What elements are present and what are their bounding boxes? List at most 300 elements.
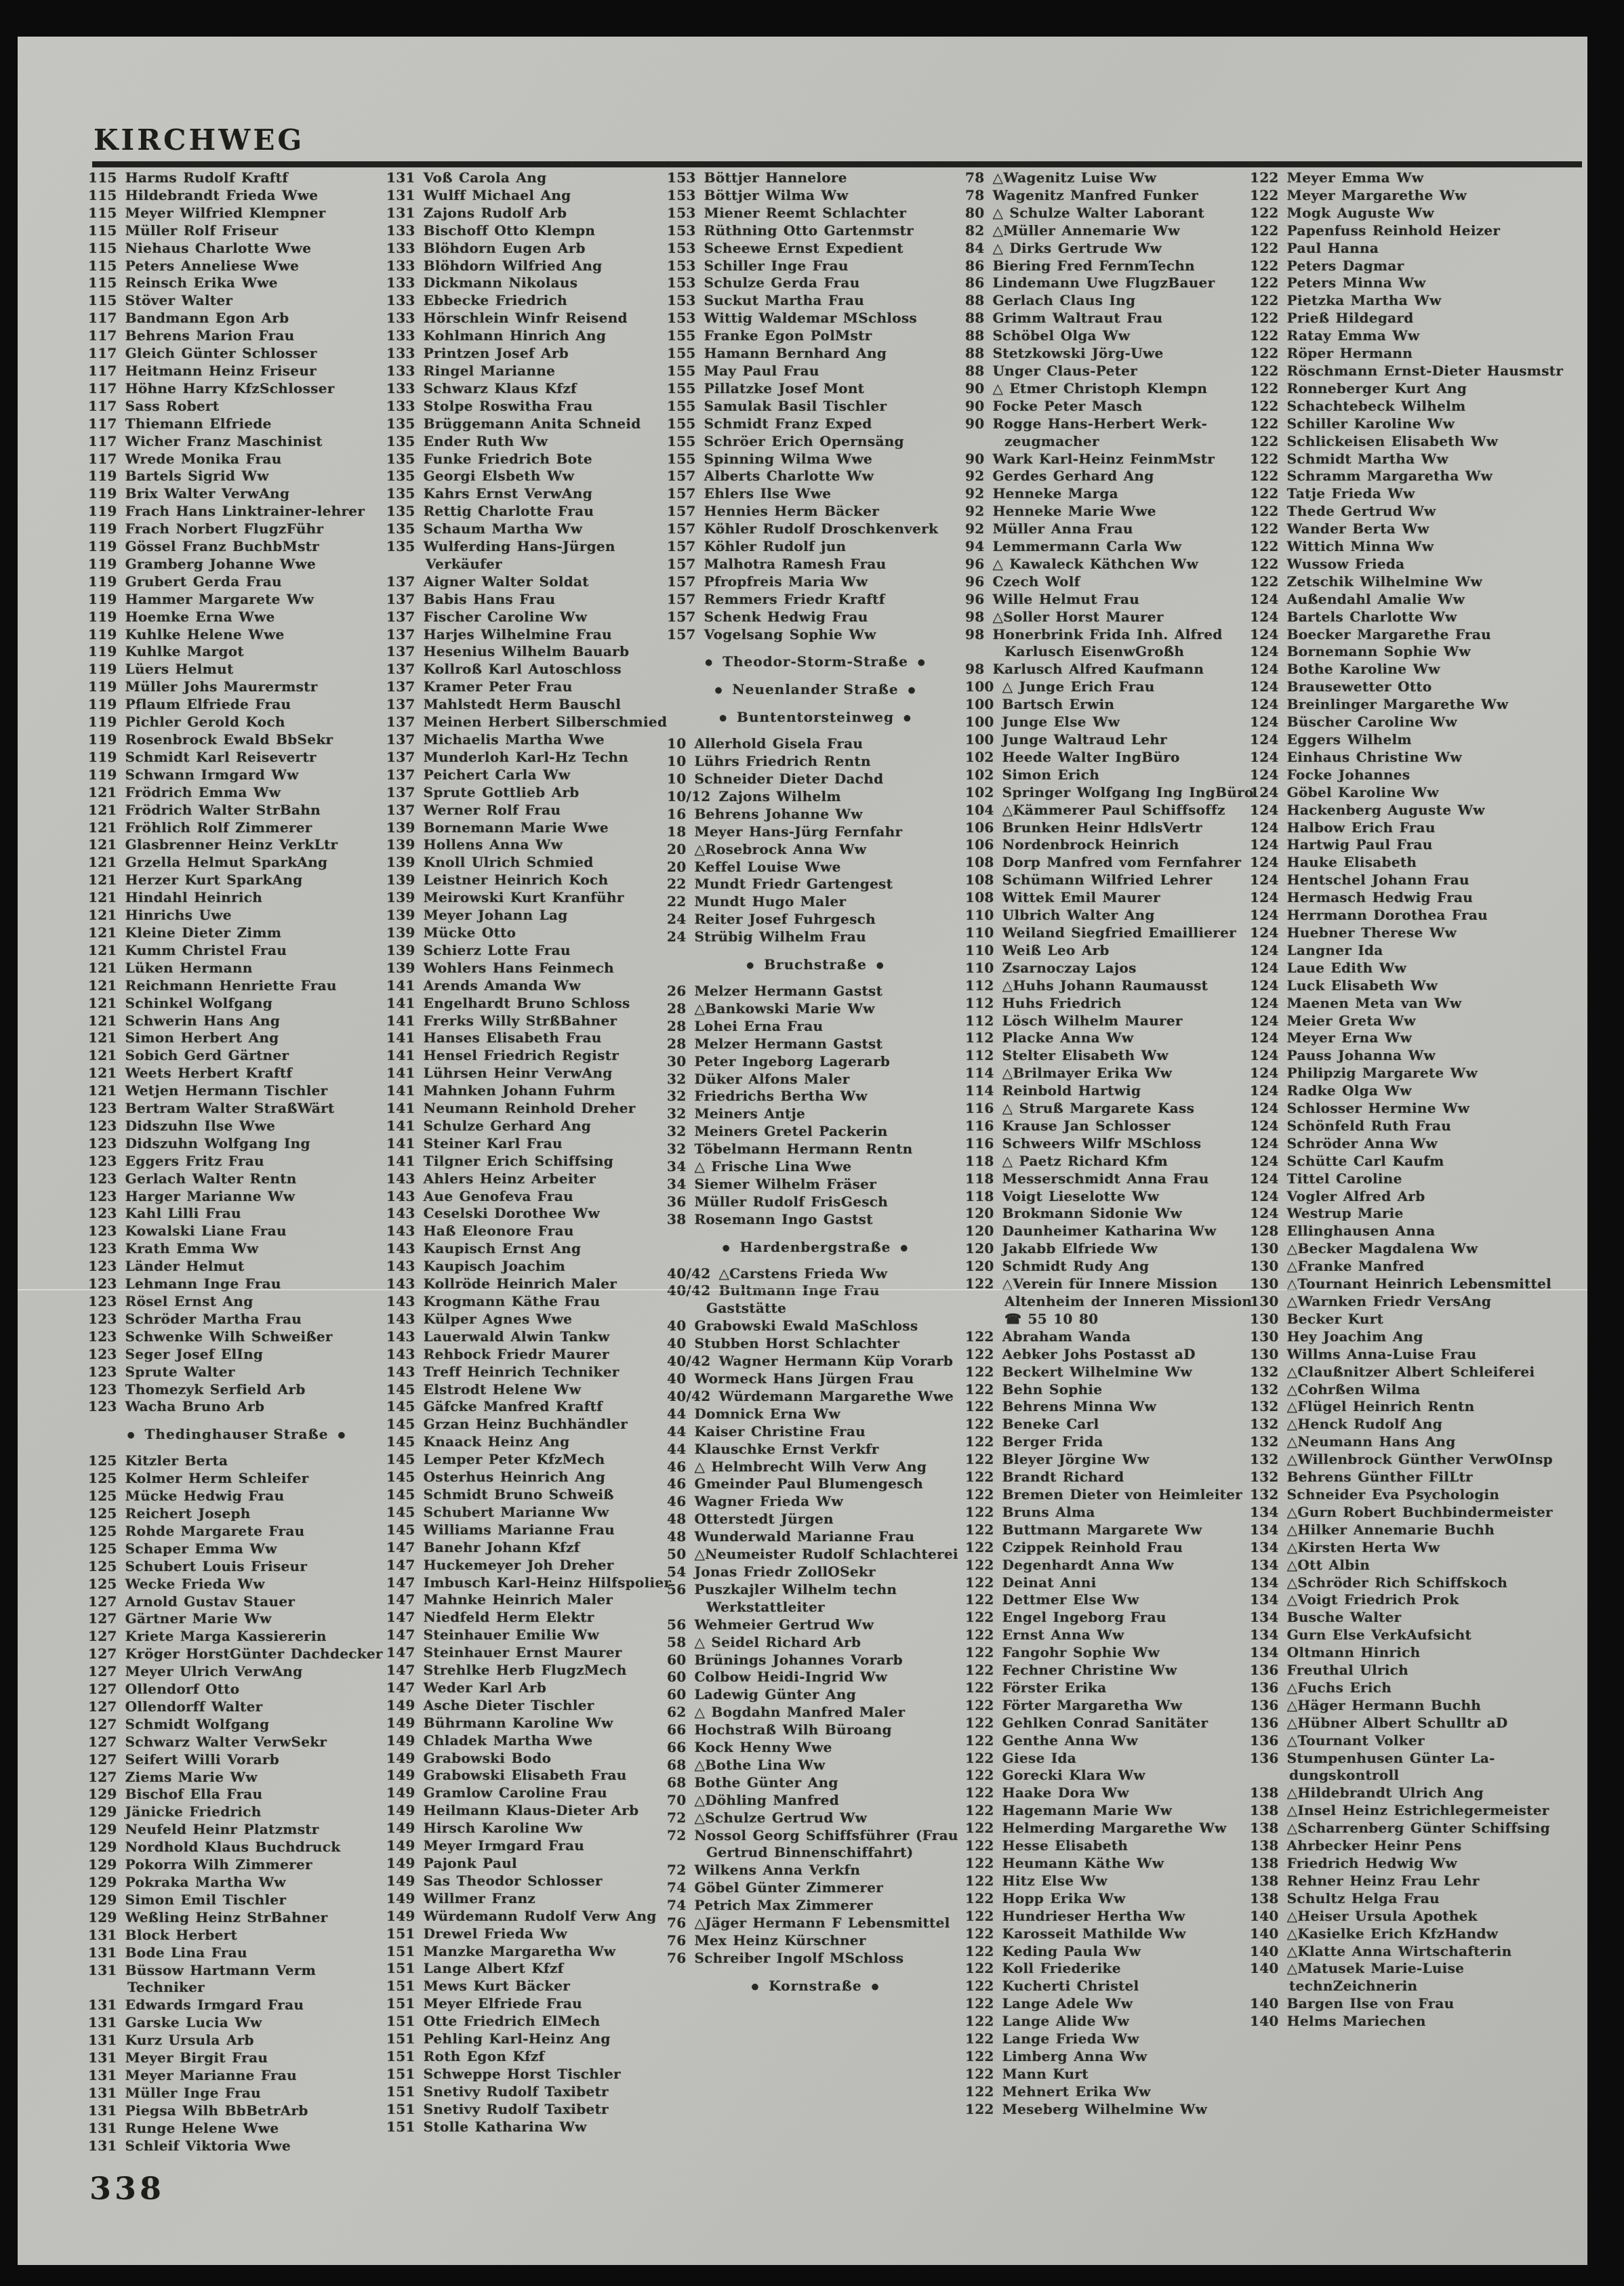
house-number: 151	[386, 1925, 415, 1942]
house-number: 124	[1250, 696, 1279, 713]
house-number: 119	[88, 731, 117, 748]
resident-text: Weiß Leo Arb	[1002, 941, 1110, 958]
resident-text: Harger Marianne Ww	[125, 1187, 296, 1204]
house-number: 125	[88, 1575, 117, 1592]
house-number: 124	[1250, 1170, 1279, 1187]
resident-text: Frach Hans Linktrainer-lehrer	[125, 503, 365, 520]
resident-text: Daunheimer Katharina Ww	[1002, 1223, 1217, 1240]
house-number: 122	[965, 1942, 994, 1959]
house-number: 124	[1250, 1065, 1279, 1082]
house-number: 123	[88, 1170, 117, 1187]
house-number: 123	[88, 1293, 117, 1309]
directory-entry	[386, 1504, 683, 1522]
directory-entry	[965, 609, 1262, 626]
directory-entry	[965, 1715, 1262, 1732]
directory-entry	[667, 205, 964, 222]
resident-text: Schöbel Olga Ww	[992, 327, 1131, 344]
house-number: 76	[667, 1915, 687, 1932]
directory-entry	[88, 1381, 385, 1399]
resident-text: Blöhdorn Wilfried Ang	[423, 257, 603, 274]
house-number: 133	[386, 274, 415, 291]
directory-entry	[88, 1047, 385, 1065]
house-number: 132	[1250, 1381, 1279, 1397]
house-number: 137	[386, 626, 415, 642]
directory-entry	[88, 1663, 385, 1681]
house-number: 133	[386, 380, 415, 396]
resident-text: Köhler Rudolf Droschkenverk	[704, 521, 939, 537]
house-number: 141	[386, 1100, 415, 1117]
directory-entry	[667, 911, 964, 928]
resident-text: Vogler Alfred Arb	[1286, 1187, 1425, 1204]
resident-text: Büscher Caroline Ww	[1286, 714, 1457, 731]
house-number: 104	[965, 801, 994, 818]
house-number: 140	[1250, 1995, 1279, 2012]
house-number: 122	[965, 2013, 994, 2030]
resident-text: Thede Gertrud Ww	[1286, 503, 1436, 520]
resident-text: Schinkel Wolfgang	[125, 994, 273, 1011]
house-number: 130	[1250, 1328, 1279, 1345]
resident-text: Meyer Margarethe Ww	[1286, 186, 1467, 203]
resident-text: Williams Marianne Frau	[423, 1521, 615, 1538]
house-number: 145	[386, 1503, 415, 1520]
house-number: 145	[386, 1381, 415, 1397]
resident-text: Bremen Dieter von Heimleiter	[1002, 1486, 1243, 1503]
directory-entry	[88, 1082, 385, 1100]
directory-entry	[667, 1053, 964, 1071]
resident-text: Freuthal Ulrich	[1286, 1662, 1408, 1679]
resident-text: Müller Johs Maurermstr	[125, 678, 318, 695]
house-number: 26	[667, 982, 687, 999]
resident-text: Jakabb Elfriede Ww	[1002, 1240, 1158, 1257]
resident-text: Niedfeld Herm Elektr	[423, 1609, 594, 1626]
house-number: 135	[386, 432, 415, 449]
resident-text: Becker Kurt	[1286, 1310, 1384, 1327]
directory-entry	[386, 1029, 683, 1047]
directory-entry	[1250, 995, 1568, 1013]
resident-text: Stetzkowski Jörg-Uwe	[992, 345, 1164, 362]
resident-text: Haake Dora Ww	[1002, 1784, 1129, 1801]
resident-text: Weiland Siegfried Emaillierer	[1002, 924, 1236, 941]
directory-entry	[386, 1750, 683, 1768]
directory-entry	[965, 1029, 1262, 1047]
house-number: 115	[88, 186, 117, 203]
directory-entry	[88, 1013, 385, 1030]
resident-text: Gurn Else VerkAufsicht	[1286, 1627, 1471, 1644]
resident-text: Bornemann Marie Wwe	[423, 819, 609, 836]
resident-text: Grabowski Bodo	[423, 1749, 552, 1766]
resident-text: Schwerin Hans Ang	[125, 1012, 281, 1029]
resident-text: Büssow Hartmann Verm Techniker	[125, 1961, 317, 1996]
bullet-icon: ●	[705, 657, 714, 668]
resident-text: △Kirsten Herta Ww	[1286, 1538, 1440, 1555]
directory-entry	[1250, 521, 1568, 538]
directory-entry	[386, 731, 683, 749]
resident-text: △Jäger Hermann F Lebensmittel	[694, 1915, 950, 1932]
house-number: 149	[386, 1784, 415, 1801]
directory-entry	[965, 1890, 1262, 1908]
resident-text: Lindemann Uwe FlugzBauer	[992, 274, 1215, 291]
resident-text: △Bothe Lina Ww	[694, 1756, 826, 1773]
directory-entry	[965, 678, 1262, 696]
directory-entry	[965, 819, 1262, 837]
house-number: 124	[1250, 748, 1279, 765]
directory-entry	[1250, 398, 1568, 415]
directory-entry	[88, 327, 385, 345]
directory-entry	[88, 626, 385, 644]
house-number: 140	[1250, 1907, 1279, 1924]
resident-text: Schulze Gerhard Ang	[423, 1117, 592, 1134]
house-number: 46	[667, 1458, 687, 1475]
directory-entry	[965, 1013, 1262, 1030]
directory-entry	[1250, 1416, 1568, 1433]
resident-text: Bandmann Egon Arb	[125, 310, 289, 327]
house-number: 108	[965, 872, 994, 889]
resident-text: Bode Lina Frau	[125, 1944, 247, 1961]
house-number: 124	[1250, 924, 1279, 941]
house-number: 121	[88, 854, 117, 871]
resident-text: Meiners Antje	[694, 1105, 806, 1122]
scan-artifact-line	[18, 1289, 1587, 1290]
directory-entry	[386, 643, 683, 661]
house-number: 122	[965, 1381, 994, 1397]
house-number: 117	[88, 450, 117, 467]
resident-text: Meseberg Wilhelmine Ww	[1002, 2100, 1208, 2117]
resident-text: △ Struß Margarete Kass	[1002, 1100, 1195, 1117]
directory-entry	[667, 859, 964, 876]
directory-entry	[1250, 942, 1568, 960]
directory-entry	[88, 889, 385, 907]
resident-text: △ Etmer Christoph Klempn	[992, 380, 1208, 396]
house-number: 94	[965, 538, 985, 555]
house-number: 121	[88, 783, 117, 800]
resident-text: Wark Karl-Heinz FeinmMstr	[992, 450, 1215, 467]
house-number: 151	[386, 2118, 415, 2135]
directory-entry	[965, 169, 1262, 187]
resident-text: △Flügel Heinrich Rentn	[1286, 1398, 1475, 1415]
resident-text: Beckert Wilhelmine Ww	[1002, 1363, 1192, 1380]
house-number: 116	[965, 1117, 994, 1134]
house-number: 155	[667, 432, 696, 449]
directory-entry	[667, 1141, 964, 1158]
house-number: 131	[88, 2032, 117, 2049]
resident-text: Wohlers Hans Feinmech	[423, 959, 614, 976]
directory-entry	[88, 1293, 385, 1311]
house-number: 151	[386, 2100, 415, 2117]
house-number: 122	[965, 1644, 994, 1661]
resident-text: Sass Robert	[125, 397, 220, 414]
directory-entry	[1250, 1398, 1568, 1416]
directory-entry	[386, 398, 683, 415]
directory-entry	[386, 1609, 683, 1627]
house-number: 123	[88, 1240, 117, 1257]
directory-entry	[88, 1558, 385, 1576]
resident-text: Simon Emil Tischler	[125, 1891, 287, 1908]
resident-text: Tatje Frieda Ww	[1286, 485, 1415, 502]
house-number: 124	[1250, 626, 1279, 642]
directory-entry	[965, 872, 1262, 889]
resident-text: Zajons Wilhelm	[718, 788, 841, 804]
house-number: 96	[965, 573, 985, 590]
house-number: 155	[667, 380, 696, 396]
directory-entry	[1250, 1293, 1568, 1311]
directory-entry	[386, 1978, 683, 1995]
house-number: 134	[1250, 1591, 1279, 1608]
resident-text: Kahrs Ernst VerwAng	[423, 485, 592, 502]
resident-text: Schröder Martha Frau	[125, 1310, 302, 1327]
resident-text: Peters Anneliese Wwe	[125, 257, 300, 274]
house-number: 155	[667, 415, 696, 432]
house-number: 121	[88, 994, 117, 1011]
house-number: 10/12	[667, 788, 711, 804]
house-number: 138	[1250, 1802, 1279, 1819]
resident-text: Didszuhn Wolfgang Ing	[125, 1135, 310, 1151]
house-number: 46	[667, 1493, 687, 1510]
directory-entry	[1250, 1679, 1568, 1697]
resident-text: Schleif Viktoria Wwe	[125, 2137, 291, 2154]
resident-text: Dettmer Else Ww	[1002, 1591, 1139, 1608]
directory-entry	[965, 292, 1262, 310]
directory-entry	[88, 802, 385, 819]
resident-text: Schröder Anna Ww	[1286, 1135, 1438, 1151]
resident-text: Czech Wolf	[992, 573, 1080, 590]
house-number: 155	[667, 362, 696, 379]
directory-entry	[386, 187, 683, 205]
resident-text: Grimm Waltraut Frau	[992, 310, 1163, 327]
directory-entry	[88, 1909, 385, 1927]
resident-text: Luck Elisabeth Ww	[1286, 977, 1438, 994]
resident-text: Biering Fred FernmTechn	[992, 257, 1195, 274]
directory-entry	[965, 854, 1262, 872]
directory-entry	[667, 1353, 964, 1370]
directory-entry	[1250, 222, 1568, 240]
resident-text: △Soller Horst Maurer	[992, 608, 1164, 625]
resident-text: Rogge Hans-Herbert Werkzeugmacher	[992, 415, 1207, 449]
directory-entry	[965, 2013, 1262, 2030]
house-number: 138	[1250, 1837, 1279, 1854]
resident-text: Schmidt Martha Ww	[1286, 450, 1448, 467]
house-number: 129	[88, 1909, 117, 1925]
house-number: 119	[88, 573, 117, 590]
resident-text: Halbow Erich Frau	[1286, 819, 1436, 836]
directory-entry	[667, 556, 964, 573]
resident-text: Schwann Irmgard Ww	[125, 766, 299, 783]
resident-text: Schwarz Klaus Kfzf	[423, 380, 577, 396]
house-number: 124	[1250, 1205, 1279, 1222]
directory-entry	[667, 1932, 964, 1950]
house-number: 133	[386, 222, 415, 239]
resident-text: Rosemann Ingo Gastst	[694, 1210, 873, 1227]
resident-text: Weder Karl Arb	[423, 1679, 547, 1696]
resident-text: Pokorra Wilh Zimmerer	[125, 1856, 312, 1873]
house-number: 122	[1250, 327, 1279, 344]
resident-text: Wicher Franz Maschinist	[125, 432, 323, 449]
house-number: 149	[386, 1767, 415, 1784]
resident-text: Wagner Frieda Ww	[694, 1493, 843, 1510]
resident-text: Lehmann Inge Frau	[125, 1275, 281, 1292]
resident-text: Nordhold Klaus Buchdruck	[125, 1839, 341, 1856]
house-number: 122	[965, 1345, 994, 1362]
house-number: 44	[667, 1405, 687, 1422]
resident-text: Gärtner Marie Ww	[125, 1610, 272, 1627]
house-number: 122	[965, 1855, 994, 1871]
resident-text: △Fuchs Erich	[1286, 1679, 1392, 1696]
house-number: 127	[88, 1698, 117, 1715]
resident-text: Wittich Minna Ww	[1286, 538, 1434, 555]
directory-entry	[667, 274, 964, 292]
house-number: 124	[1250, 1152, 1279, 1169]
resident-text: Block Herbert	[125, 1926, 238, 1943]
house-number: 122	[965, 1662, 994, 1679]
house-number: 123	[88, 1187, 117, 1204]
house-number: 155	[667, 345, 696, 362]
directory-entry	[1250, 1381, 1568, 1399]
resident-text: Behrens Marion Frau	[125, 327, 295, 344]
directory-entry	[88, 995, 385, 1013]
resident-text: Frödrich Walter StrBahn	[125, 801, 321, 818]
resident-text: Ahlers Heinz Arbeiter	[423, 1170, 596, 1187]
directory-entry	[965, 2101, 1262, 2119]
house-number: 119	[88, 503, 117, 520]
directory-entry	[667, 1318, 964, 1335]
resident-text: Düker Alfons Maler	[694, 1070, 850, 1087]
directory-entry	[1250, 1715, 1568, 1732]
resident-text: Paul Hanna	[1286, 239, 1379, 256]
house-number: 122	[1250, 555, 1279, 572]
resident-text: Ratay Emma Ww	[1286, 327, 1420, 344]
directory-entry	[965, 995, 1262, 1013]
resident-text: Schulze Gerda Frau	[704, 274, 860, 291]
directory-entry	[1250, 977, 1568, 995]
resident-text: Röper Hermann	[1286, 345, 1413, 362]
resident-text: Sprute Walter	[125, 1363, 235, 1380]
resident-text: Lange Adele Ww	[1002, 1995, 1133, 2012]
street-title: KIRCHWEG	[94, 123, 305, 157]
column-4	[965, 169, 1262, 2176]
house-number: 96	[965, 555, 985, 572]
resident-text: △Schulze Gertrud Ww	[694, 1809, 868, 1826]
house-number: 115	[88, 239, 117, 256]
house-number: 62	[667, 1704, 687, 1721]
resident-text: △Bankowski Marie Ww	[694, 1000, 875, 1017]
directory-entry	[667, 753, 964, 771]
house-number: 124	[1250, 1100, 1279, 1117]
directory-entry	[965, 836, 1262, 854]
resident-text: Brokmann Sidonie Ww	[1002, 1205, 1183, 1222]
resident-text: △Döhling Manfred	[694, 1791, 840, 1808]
directory-entry	[965, 1925, 1262, 1943]
directory-entry	[965, 767, 1262, 784]
house-number: 122	[965, 1451, 994, 1468]
house-number: 131	[88, 2049, 117, 2066]
directory-entry	[965, 1837, 1262, 1855]
directory-entry	[386, 591, 683, 609]
resident-text: Hartwig Paul Frau	[1286, 836, 1433, 853]
house-number: 115	[88, 222, 117, 239]
resident-text: Gössel Franz BuchbMstr	[125, 538, 320, 555]
house-number: 122	[965, 1591, 994, 1608]
directory-entry	[1250, 451, 1568, 468]
resident-text: Rohde Margarete Frau	[125, 1522, 305, 1539]
resident-text: Hesenius Wilhelm Bauarb	[423, 643, 630, 660]
house-number: 122	[965, 1925, 994, 1942]
directory-entry	[88, 1628, 385, 1646]
directory-entry	[386, 872, 683, 889]
resident-text: Höhne Harry KfzSchlosser	[125, 380, 335, 396]
resident-text: Hochstraß Wilh Büroang	[694, 1721, 892, 1738]
house-number: 127	[88, 1663, 117, 1680]
resident-text: Engelhardt Bruno Schloss	[423, 994, 630, 1011]
house-number: 112	[965, 1029, 994, 1046]
resident-text: Wagner Hermann Küp Vorarb	[718, 1353, 954, 1370]
directory-entry	[386, 1223, 683, 1240]
resident-text: Hey Joachim Ang	[1286, 1328, 1423, 1345]
house-number: 60	[667, 1669, 687, 1686]
resident-text: △Huhs Johann Raumausst	[1002, 977, 1209, 994]
house-number: 124	[1250, 1187, 1279, 1204]
house-number: 127	[88, 1715, 117, 1732]
directory-entry	[386, 1908, 683, 1925]
directory-entry	[965, 1135, 1262, 1153]
resident-text: Hanses Elisabeth Frau	[423, 1029, 602, 1046]
house-number: 123	[88, 1135, 117, 1151]
street-header	[667, 653, 964, 671]
resident-text: Meiners Gretel Packerin	[694, 1123, 888, 1140]
house-number: 119	[88, 555, 117, 572]
directory-entry	[667, 1774, 964, 1792]
directory-entry	[386, 327, 683, 345]
directory-entry	[386, 1346, 683, 1364]
directory-entry	[386, 2066, 683, 2083]
directory-entry	[965, 1047, 1262, 1065]
house-number: 123	[88, 1152, 117, 1169]
resident-text: Sobich Gerd Gärtner	[125, 1047, 289, 1064]
directory-entry	[1250, 731, 1568, 749]
resident-text: Limberg Anna Ww	[1002, 2047, 1148, 2064]
resident-text: Kaiser Christine Frau	[694, 1423, 866, 1440]
resident-text: Ollendorff Walter	[125, 1698, 263, 1715]
resident-text: △Willenbrock Günther VerwOInsp	[1286, 1451, 1553, 1468]
directory-entry	[667, 735, 964, 753]
resident-text: Wittig Waldemar MSchloss	[704, 310, 917, 327]
resident-text: Imbusch Karl-Heinz Hilfspolier	[423, 1574, 672, 1591]
house-number: 122	[965, 1802, 994, 1819]
resident-text: Abraham Wanda	[1002, 1328, 1131, 1345]
resident-text: Mücke Otto	[423, 924, 516, 941]
directory-entry	[667, 788, 964, 806]
house-number: 132	[1250, 1416, 1279, 1433]
house-number: 122	[1250, 239, 1279, 256]
page-number: 338	[89, 2170, 165, 2207]
house-number: 114	[965, 1082, 994, 1099]
directory-entry	[386, 2101, 683, 2119]
street-name: Neuenlander Straße	[732, 681, 899, 698]
resident-text: Gorecki Klara Ww	[1002, 1767, 1145, 1784]
house-number: 40/42	[667, 1387, 711, 1404]
house-number: 88	[965, 362, 985, 379]
directory-entry	[667, 876, 964, 893]
resident-text: Hentschel Johann Frau	[1286, 872, 1469, 889]
resident-text: Ronneberger Kurt Ang	[1286, 380, 1467, 396]
resident-text: Meyer Marianne Frau	[125, 2066, 297, 2083]
directory-entry	[965, 960, 1262, 977]
resident-text: Herzer Kurt SparkAng	[125, 872, 303, 889]
directory-entry	[88, 749, 385, 767]
resident-text: Suckut Martha Frau	[704, 292, 865, 309]
directory-entry	[88, 1205, 385, 1223]
house-number: 98	[965, 608, 985, 625]
house-number: 129	[88, 1874, 117, 1890]
house-number: 138	[1250, 1872, 1279, 1889]
